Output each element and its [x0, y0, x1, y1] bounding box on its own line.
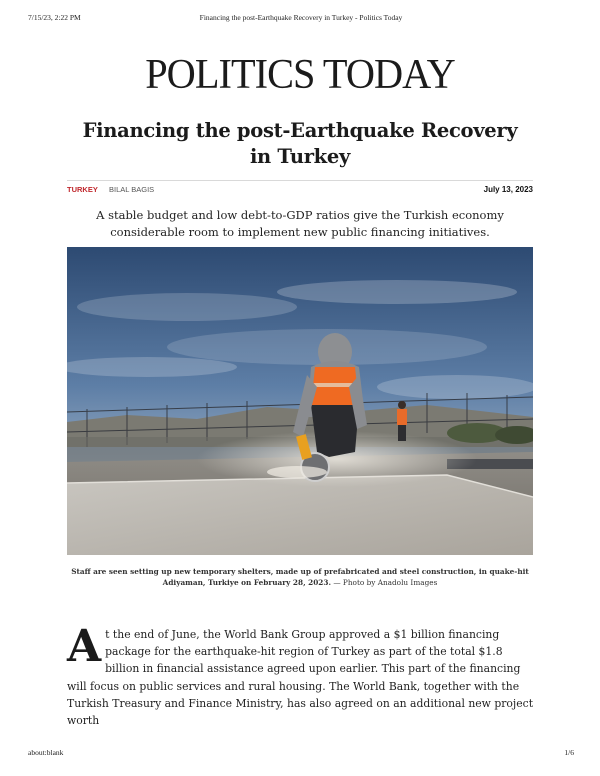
image-caption — [67, 566, 533, 588]
article-meta — [67, 185, 533, 197]
print-document-title: Financing the post-Earthquake Recovery in Turkey - Politics Today — [199, 13, 403, 22]
author-link[interactable]: BILAL BAGIS — [109, 185, 155, 194]
print-footer — [28, 748, 574, 760]
site-logo[interactable]: POLITICS TODAY — [145, 52, 455, 98]
caption-text: Staff are seen setting up new temporary shelters, made up of prefabricated and steel construction, in quake-hit Adiyaman, Turkiye on February 28, 2023. — [71, 567, 529, 587]
category-link[interactable]: TURKEY — [67, 185, 98, 194]
article-body — [67, 621, 537, 729]
photo-credit: — Photo by Anadolu Images — [331, 578, 438, 587]
article-subhead: A stable budget and low debt-to-GDP ratios give the Turkish economy considerable room to implement new public financing initiatives. — [96, 208, 504, 239]
article-headline: Financing the post-Earthquake Recovery in Turkey — [82, 119, 518, 168]
drop-cap: A — [67, 621, 102, 672]
meta-divider — [67, 180, 533, 181]
print-url: about:blank — [28, 748, 64, 757]
article-body-paragraph: t the end of June, the World Bank Group approved a $1 billion financing package for the earthquake-hit region of Turkey as part of the total $1.8 billion in financial assistance agreed upon earlier. This part of the financing will focus on public services and rural housing. The World Bank, together with the Turkish Treasury and Finance Ministry, has also agreed on an additional new project worth — [67, 628, 534, 728]
print-header — [28, 13, 574, 25]
print-timestamp: 7/15/23, 2:22 PM — [28, 13, 81, 22]
publish-date: July 13, 2023 — [483, 185, 533, 194]
hero-image — [67, 247, 533, 555]
hero-photo-illustration — [67, 247, 533, 555]
page-number: 1/6 — [564, 748, 574, 757]
